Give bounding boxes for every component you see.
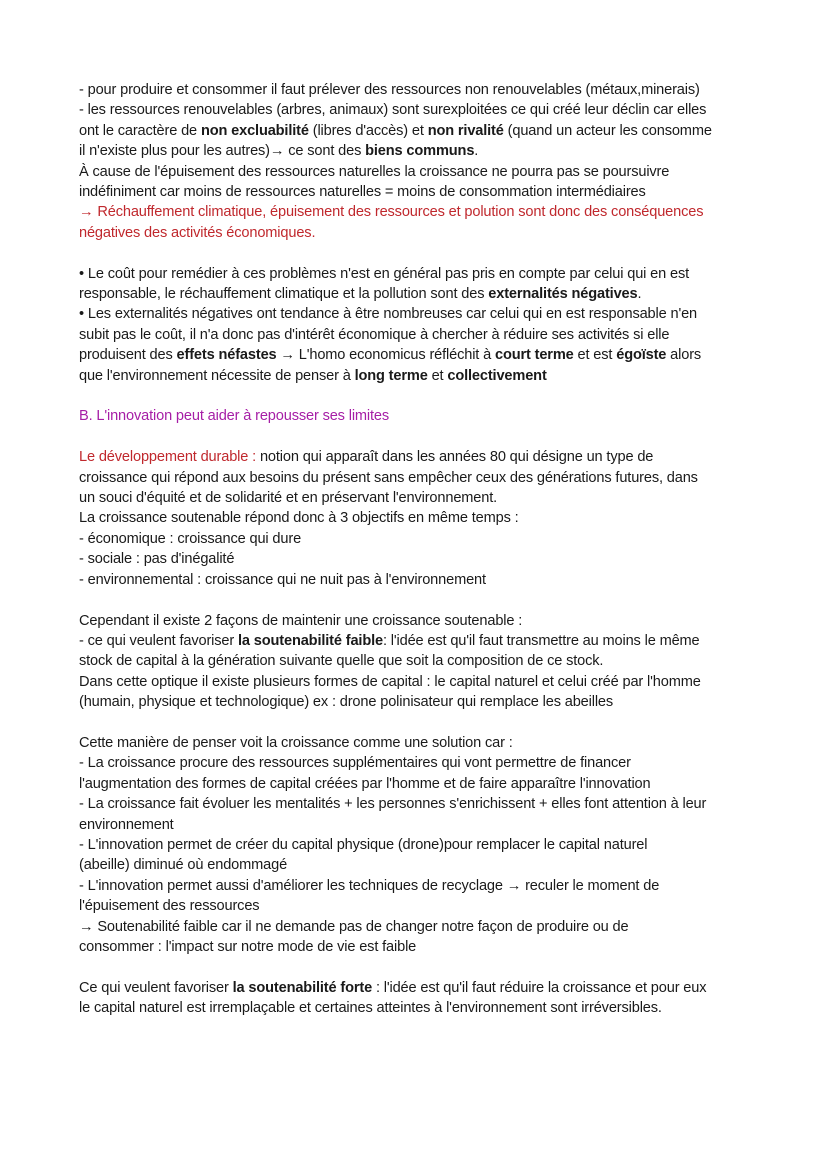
text-span: produisent des xyxy=(79,347,177,364)
text-span: - ce qui veulent favoriser xyxy=(79,632,238,649)
text-line: consommer : l'impact sur notre mode de vie est faible xyxy=(79,938,417,955)
text-span: notion qui apparaît dans les années 80 qui désigne un type de xyxy=(256,449,654,466)
text-line: environnement xyxy=(79,816,174,833)
bullet-line: • Les externalités négatives ont tendance à être nombreuses car celui qui en est responsable n'en xyxy=(79,306,698,323)
text-line: subit pas le coût, il n'a donc pas d'intérêt économique à chercher à réduire ses activités si elle xyxy=(79,326,670,343)
list-item: - L'innovation permet aussi d'améliorer les techniques de recyclage → reculer le moment de xyxy=(79,877,660,894)
text-line: La croissance soutenable répond donc à 3 objectifs en même temps : xyxy=(79,510,519,527)
paragraph-strong-sustainability xyxy=(79,978,759,1019)
text-span: il n'existe plus pour les autres)→ ce sont des xyxy=(79,143,366,160)
paragraph-resources xyxy=(79,80,759,243)
paragraph-growth-as-solution xyxy=(79,733,759,957)
conclusion-line: négatives des activités économiques. xyxy=(79,224,316,241)
text-line: le capital naturel est irremplaçable et certaines atteintes à l'environnement sont irréversibles. xyxy=(79,1000,662,1017)
text-span: et est xyxy=(573,347,617,364)
list-item: - sociale : pas d'inégalité xyxy=(79,551,235,568)
text-line xyxy=(79,631,759,651)
text-line: l'épuisement des ressources xyxy=(79,898,260,915)
bullet-line: • Le coût pour remédier à ces problèmes n'est en général pas pris en compte par celui qui en est xyxy=(79,265,690,282)
list-item: - environnemental : croissance qui ne nuit pas à l'environnement xyxy=(79,571,486,588)
text-line: l'augmentation des formes de capital créées par l'homme et de faire apparaître l'innovation xyxy=(79,775,651,792)
text-line: Dans cette optique il existe plusieurs formes de capital : le capital naturel et celui créé par l'homme xyxy=(79,673,701,690)
document-page xyxy=(79,80,759,1019)
conclusion-line: → Soutenabilité faible car il ne demande pas de changer notre façon de produire ou de xyxy=(79,918,629,935)
text-line: (humain, physique et technologique) ex : drone polinisateur qui remplace les abeilles xyxy=(79,694,614,711)
paragraph-weak-sustainability xyxy=(79,611,759,713)
text-line: croissance qui répond aux besoins du présent sans empêcher ceux des générations futures, dans xyxy=(79,469,698,486)
text-span: Ce qui veulent favoriser xyxy=(79,979,233,996)
term-egoiste: égoïste xyxy=(616,347,667,364)
text-line: (abeille) diminué où endommagé xyxy=(79,857,288,874)
text-line: - les ressources renouvelables (arbres, animaux) sont surexploitées ce qui créé leur déclin car elles xyxy=(79,102,707,119)
term-externalites-negatives: externalités négatives xyxy=(488,286,638,303)
text-line xyxy=(79,345,759,365)
term-soutenabilite-faible: la soutenabilité faible xyxy=(238,632,383,649)
text-span: et xyxy=(427,367,448,384)
text-line xyxy=(79,447,759,467)
list-item: - économique : croissance qui dure xyxy=(79,530,302,547)
text-line xyxy=(79,141,759,161)
list-item: - La croissance fait évoluer les mentalités + les personnes s'enrichissent + elles font attention à leur xyxy=(79,796,707,813)
text-line xyxy=(79,366,759,386)
term-biens-communs: biens communs xyxy=(365,143,475,160)
conclusion-line: → Réchauffement climatique, épuisement des ressources et polution sont donc des conséquences xyxy=(79,204,704,221)
text-line xyxy=(79,121,759,141)
spacer xyxy=(79,957,759,977)
spacer xyxy=(79,427,759,447)
list-item: - L'innovation permet de créer du capital physique (drone)pour remplacer le capital naturel xyxy=(79,836,648,853)
text-span: que l'environnement nécessite de penser à xyxy=(79,367,355,384)
text-line: Cependant il existe 2 façons de maintenir une croissance soutenable : xyxy=(79,612,523,629)
text-span: L'homo economicus réfléchit à xyxy=(294,347,495,364)
list-item: - La croissance procure des ressources supplémentaires qui vont permettre de financer xyxy=(79,755,631,772)
text-line: indéfiniment car moins de ressources naturelles = moins de consommation intermédiaires xyxy=(79,184,646,201)
text-span: (libres d'accès) et xyxy=(308,122,428,139)
text-span: : l'idée est qu'il faut transmettre au moins le même xyxy=(382,632,700,649)
term-non-excluabilite: non excluabilité xyxy=(200,122,309,139)
text-line xyxy=(79,284,759,304)
text-span: responsable, le réchauffement climatique et la pollution sont des xyxy=(79,286,489,303)
text-line: Cette manière de penser voit la croissance comme une solution car : xyxy=(79,734,513,751)
term-effets-nefastes: effets néfastes → xyxy=(176,347,295,364)
text-span: . xyxy=(637,286,642,303)
section-heading-b: B. L'innovation peut aider à repousser ses limites xyxy=(79,408,390,425)
text-line: un souci d'équité et de solidarité et en préservant l'environnement. xyxy=(79,490,498,507)
term-non-rivalite: non rivalité xyxy=(427,122,504,139)
term-developpement-durable: Le développement durable : xyxy=(79,449,257,466)
text-line: stock de capital à la génération suivante quelle que soit la composition de ce stock. xyxy=(79,653,604,670)
spacer xyxy=(79,243,759,263)
text-span: : l'idée est qu'il faut réduire la croissance et pour eux xyxy=(372,979,707,996)
term-court-terme: court terme xyxy=(494,347,574,364)
spacer xyxy=(79,590,759,610)
text-span: (quand un acteur les consomme xyxy=(503,122,712,139)
paragraph-sustainable-development xyxy=(79,447,759,590)
spacer xyxy=(79,713,759,733)
spacer xyxy=(79,386,759,406)
term-soutenabilite-forte: la soutenabilité forte xyxy=(232,979,373,996)
text-span: ont le caractère de xyxy=(79,122,201,139)
text-line: - pour produire et consommer il faut prélever des ressources non renouvelables (métaux,minerais) xyxy=(79,82,700,98)
term-long-terme: long terme xyxy=(354,367,428,384)
term-collectivement: collectivement xyxy=(447,367,547,384)
text-line: À cause de l'épuisement des ressources naturelles la croissance ne pourra pas se poursuivre xyxy=(79,163,670,180)
text-span: . xyxy=(474,143,479,160)
text-line xyxy=(79,978,759,998)
paragraph-externalities xyxy=(79,264,759,386)
text-span: alors xyxy=(666,347,702,364)
